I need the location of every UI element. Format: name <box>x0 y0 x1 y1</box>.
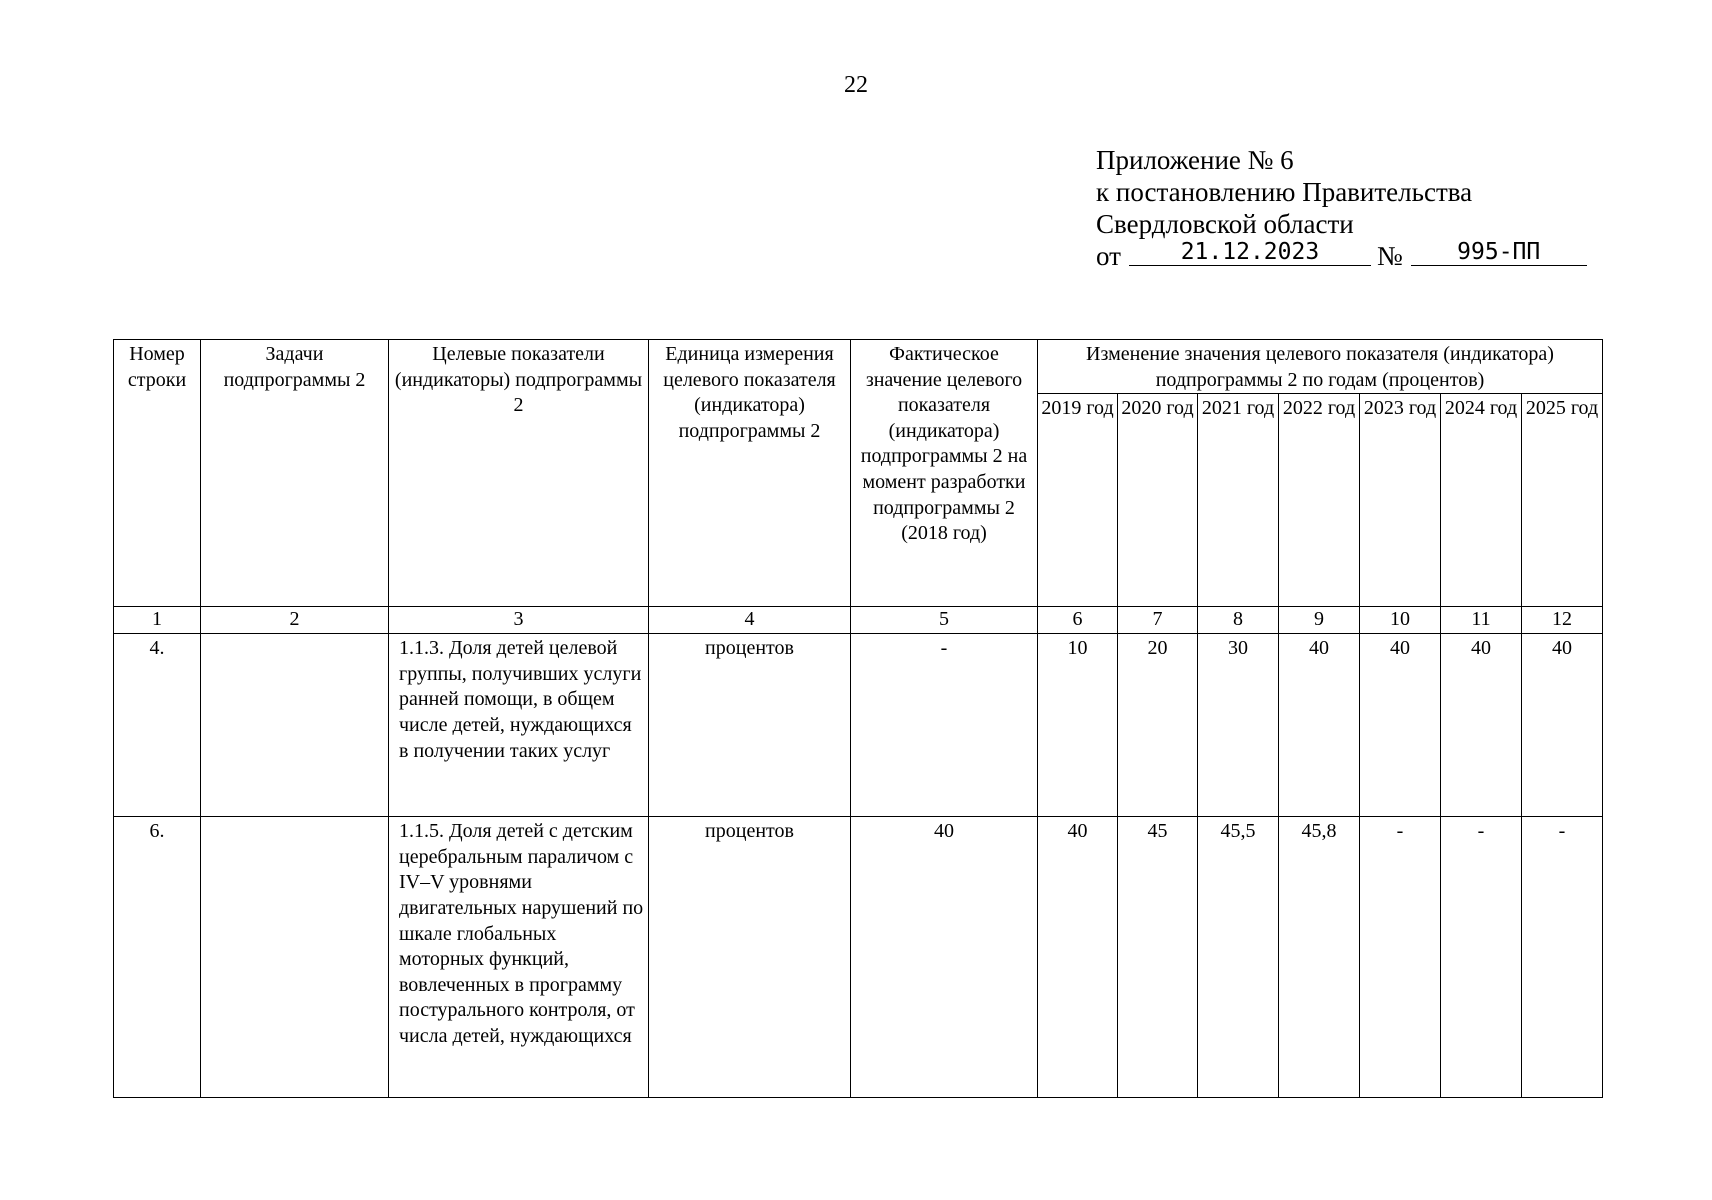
header-tasks: Задачи подпрограммы 2 <box>201 340 389 607</box>
header-year: 2021 год <box>1198 394 1279 607</box>
row-number: 4. <box>114 634 201 817</box>
column-number: 2 <box>201 607 389 634</box>
row-value: 30 <box>1198 634 1279 817</box>
indicators-table <box>113 339 1603 1098</box>
row-actual: 40 <box>851 817 1038 1098</box>
column-number: 8 <box>1198 607 1279 634</box>
number-sign: № <box>1376 241 1403 271</box>
column-number: 6 <box>1038 607 1118 634</box>
resolution-number: 995-ПП <box>1411 239 1587 266</box>
row-value: 10 <box>1038 634 1118 817</box>
table-row <box>114 817 1603 1098</box>
header-row-number: Номер строки <box>114 340 201 607</box>
row-value: 40 <box>1038 817 1118 1098</box>
row-value: 40 <box>1441 634 1522 817</box>
row-value: 45 <box>1118 817 1198 1098</box>
row-value: 20 <box>1118 634 1198 817</box>
column-number: 11 <box>1441 607 1522 634</box>
table-row <box>114 634 1603 817</box>
row-value: 45,5 <box>1198 817 1279 1098</box>
column-number: 7 <box>1118 607 1198 634</box>
row-indicator: 1.1.3. Доля детей целевой группы, получивших услуги ранней помощи, в общем числе детей, нуждающихся в получении таких услуг <box>389 634 649 817</box>
column-number: 4 <box>649 607 851 634</box>
appendix-resolution: к постановлению Правительства <box>1096 177 1473 207</box>
appendix-region: Свердловской области <box>1096 209 1354 239</box>
column-number: 9 <box>1279 607 1360 634</box>
page-number: 22 <box>844 72 868 98</box>
header-change-by-years: Изменение значения целевого показателя (индикатора) подпрограммы 2 по годам (процентов) <box>1038 340 1603 394</box>
column-number: 1 <box>114 607 201 634</box>
row-value: 40 <box>1360 634 1441 817</box>
header-year: 2019 год <box>1038 394 1118 607</box>
row-unit: процентов <box>649 817 851 1098</box>
row-value: - <box>1441 817 1522 1098</box>
row-value: 40 <box>1279 634 1360 817</box>
header-year: 2023 год <box>1360 394 1441 607</box>
row-value: 40 <box>1522 634 1603 817</box>
column-number: 3 <box>389 607 649 634</box>
date-prefix: от <box>1096 241 1121 271</box>
appendix-title: Приложение № 6 <box>1096 145 1294 175</box>
row-task <box>201 634 389 817</box>
row-value: - <box>1360 817 1441 1098</box>
resolution-date: 21.12.2023 <box>1129 239 1371 266</box>
row-indicator: 1.1.5. Доля детей с детским церебральным параличом с IV–V уровнями двигательных нарушений по шкале глобальных моторных функций, вовлеченных в программу постурального контроля, от числа детей, нуждающихся <box>389 817 649 1098</box>
header-year: 2022 год <box>1279 394 1360 607</box>
header-unit: Единица измерения целевого показателя (индикатора) подпрограммы 2 <box>649 340 851 607</box>
row-unit: процентов <box>649 634 851 817</box>
column-numbers-row <box>114 607 1603 634</box>
row-value: 45,8 <box>1279 817 1360 1098</box>
row-value: - <box>1522 817 1603 1098</box>
column-number: 10 <box>1360 607 1441 634</box>
column-number: 12 <box>1522 607 1603 634</box>
row-task <box>201 817 389 1098</box>
appendix-block <box>1096 144 1616 272</box>
column-number: 5 <box>851 607 1038 634</box>
header-year: 2024 год <box>1441 394 1522 607</box>
header-actual: Фактическое значение целевого показателя (индикатора) подпрограммы 2 на момент разработки подпрограммы 2 (2018 год) <box>851 340 1038 607</box>
header-row <box>114 340 1603 394</box>
row-actual: - <box>851 634 1038 817</box>
row-number: 6. <box>114 817 201 1098</box>
header-year: 2020 год <box>1118 394 1198 607</box>
resolution-date-number <box>1096 240 1616 272</box>
header-indicators: Целевые показатели (индикаторы) подпрограммы 2 <box>389 340 649 607</box>
header-year: 2025 год <box>1522 394 1603 607</box>
